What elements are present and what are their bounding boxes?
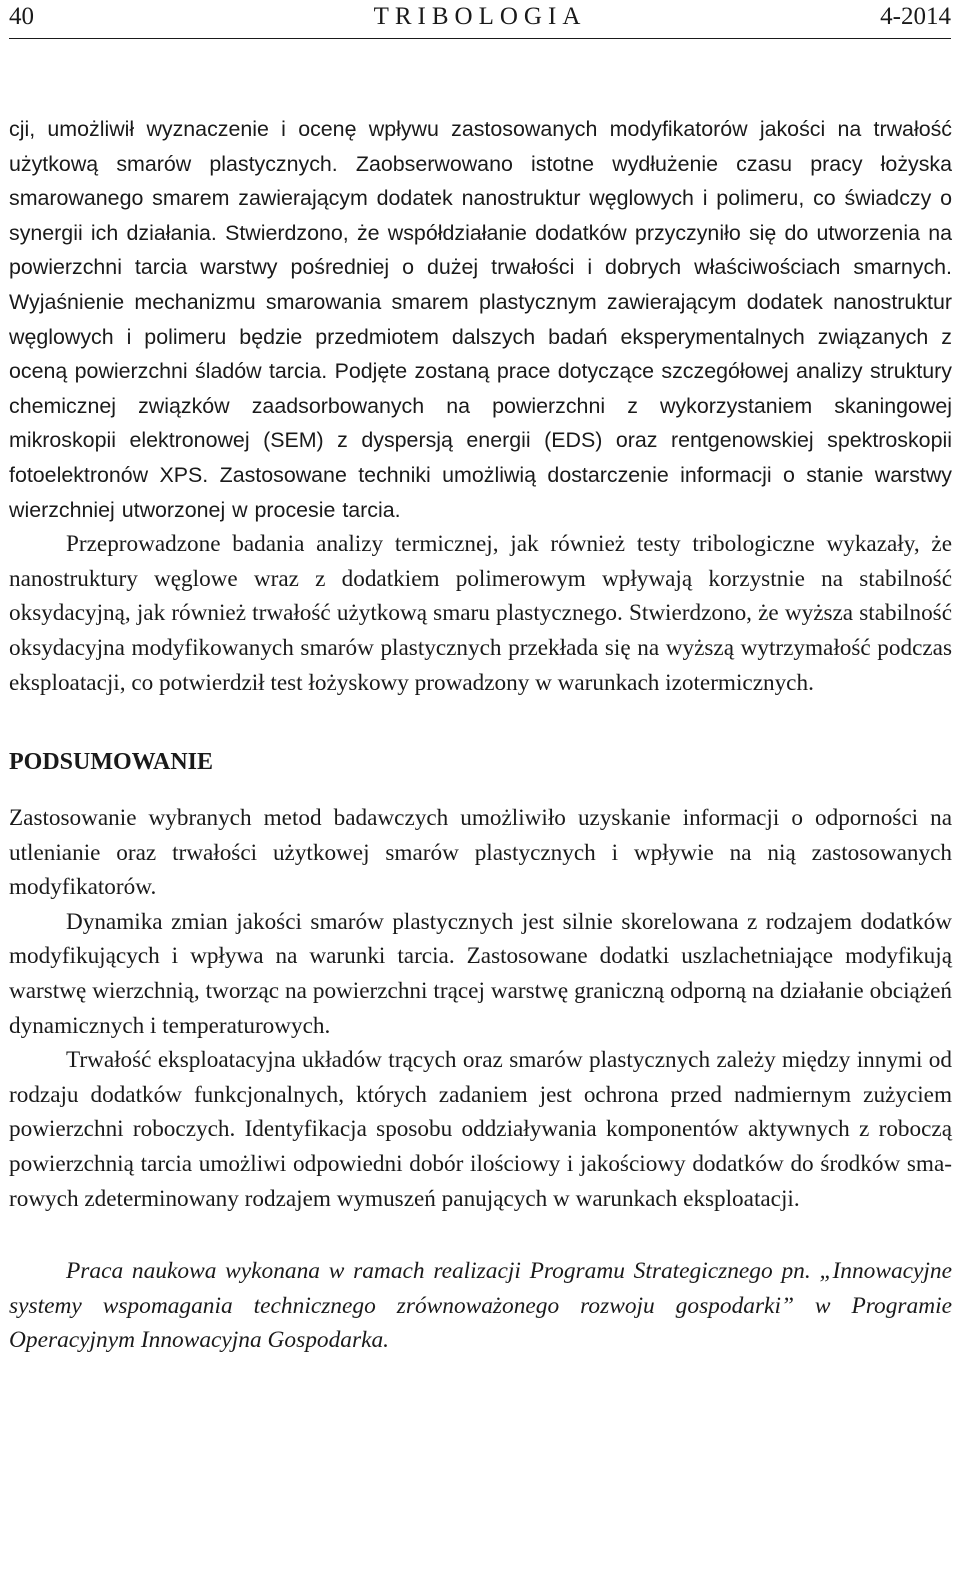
section-heading: PODSUMOWANIE bbox=[9, 749, 214, 776]
page-body bbox=[9, 112, 952, 1358]
summary-paragraph: Zastosowanie wybranych metod badawczych umożliwiło uzyskanie informacji o odporności na utlenianie oraz trwałości użytkowej smarów plastycznych i wpływie na nią zastosowanych modyfikatorów. bbox=[9, 805, 952, 901]
running-header bbox=[9, 0, 951, 34]
body-paragraph: cji, umożliwił wyznaczenie i ocenę wpływu zastosowanych modyfikatorów jakości na trwałość użytkową smarów plastycznych. Zaobserwowano istotne wydłużenie czasu pracy łożyska smarowanego smarem zawierającym dodatek nanostruktur węglowych i polimeru, co świadczy o synergii ich działania. Stwierdzono, że współdziałanie dodatków przyczyniło się do utworzenia na powierzchni tarcia warstwy pośredniej o dużej trwałości i dobrych właściwościach smarnych. Wyjaśnienie mechanizmu smarowania smarem plastycznym zawierającym dodatek nanostruktur węglowych i polimeru będzie przedmiotem dalszych badań eksperymentalnych związanych z oceną powierzchni śladów tarcia. Podjęte zostaną prace dotyczące szczegółowej analizy struktury chemicznej związków zaadsorbowanych na powierzchni z wykorzystaniem skaningowej mikroskopii elektronowej (SEM) z dyspersją energii (EDS) oraz rentgenowskiej spektroskopii fotoelektronów XPS. Zastosowane techniki umożliwią dostarczenie informacji o stanie warstwy wierzchniej utworzonej w procesie tarcia. bbox=[9, 117, 952, 522]
summary-paragraph: Dynamika zmian jakości smarów plastycznych jest silnie skorelowana z rodzajem dodatków modyfikujących i wpływa na warunki tarcia. Zastosowane dodatki uszlachetniające modyfikują warstwę wierzchnią, tworząc na powierzchni trącej warstwę graniczną odporną na działanie obciążeń dynamicznych i temperaturowych. bbox=[9, 908, 952, 1039]
acknowledgement-note: Praca naukowa wykonana w ramach realizacji Programu Strategicznego pn. „Innowacyjne systemy wspomagania technicznego zrównoważonego rozwoju gospodarki” w Programie Operacyjnym Innowacyjna Gospodarka. bbox=[9, 1258, 952, 1354]
body-paragraph: Przeprowadzone badania analizy termicznej, jak również testy tribologiczne wykazały, że nanostruktury węglowe wraz z dodatkiem polimerowym wpływają korzystnie na stabilność oksydacyjną, jak również trwałość użytkową smaru plastycznego. Stwierdzono, że wyższa stabilność oksydacyjna modyfikowanych smarów plastycznych przekłada się na wyższą wytrzymałość podczas eksploatacji, co potwierdził test łożyskowy prowadzony w warunkach izotermicznych. bbox=[9, 531, 952, 696]
page-number: 40 bbox=[9, 3, 34, 30]
issue-number: 4-2014 bbox=[880, 3, 951, 30]
spacer bbox=[9, 1216, 952, 1254]
summary-paragraph: Trwałość eksploatacyjna układów trących oraz smarów plastycznych zależy między innymi od rodzaju dodatków funkcjonalnych, których zadaniem jest ochrona przed nadmiernym zużyciem powierzchni roboczych. Identyfikacja sposobu oddziaływania komponentów aktywnych z roboczą powierzchnią tarcia umożliwi odpowiedni dobór ilościowy i jakościowy dodatków do środków smarowych zdeterminowany rodzajem wymuszeń panujących w warunkach eksploatacji. bbox=[9, 1047, 952, 1212]
header-rule bbox=[9, 38, 951, 39]
journal-title: TRIBOLOGIA bbox=[373, 3, 587, 30]
